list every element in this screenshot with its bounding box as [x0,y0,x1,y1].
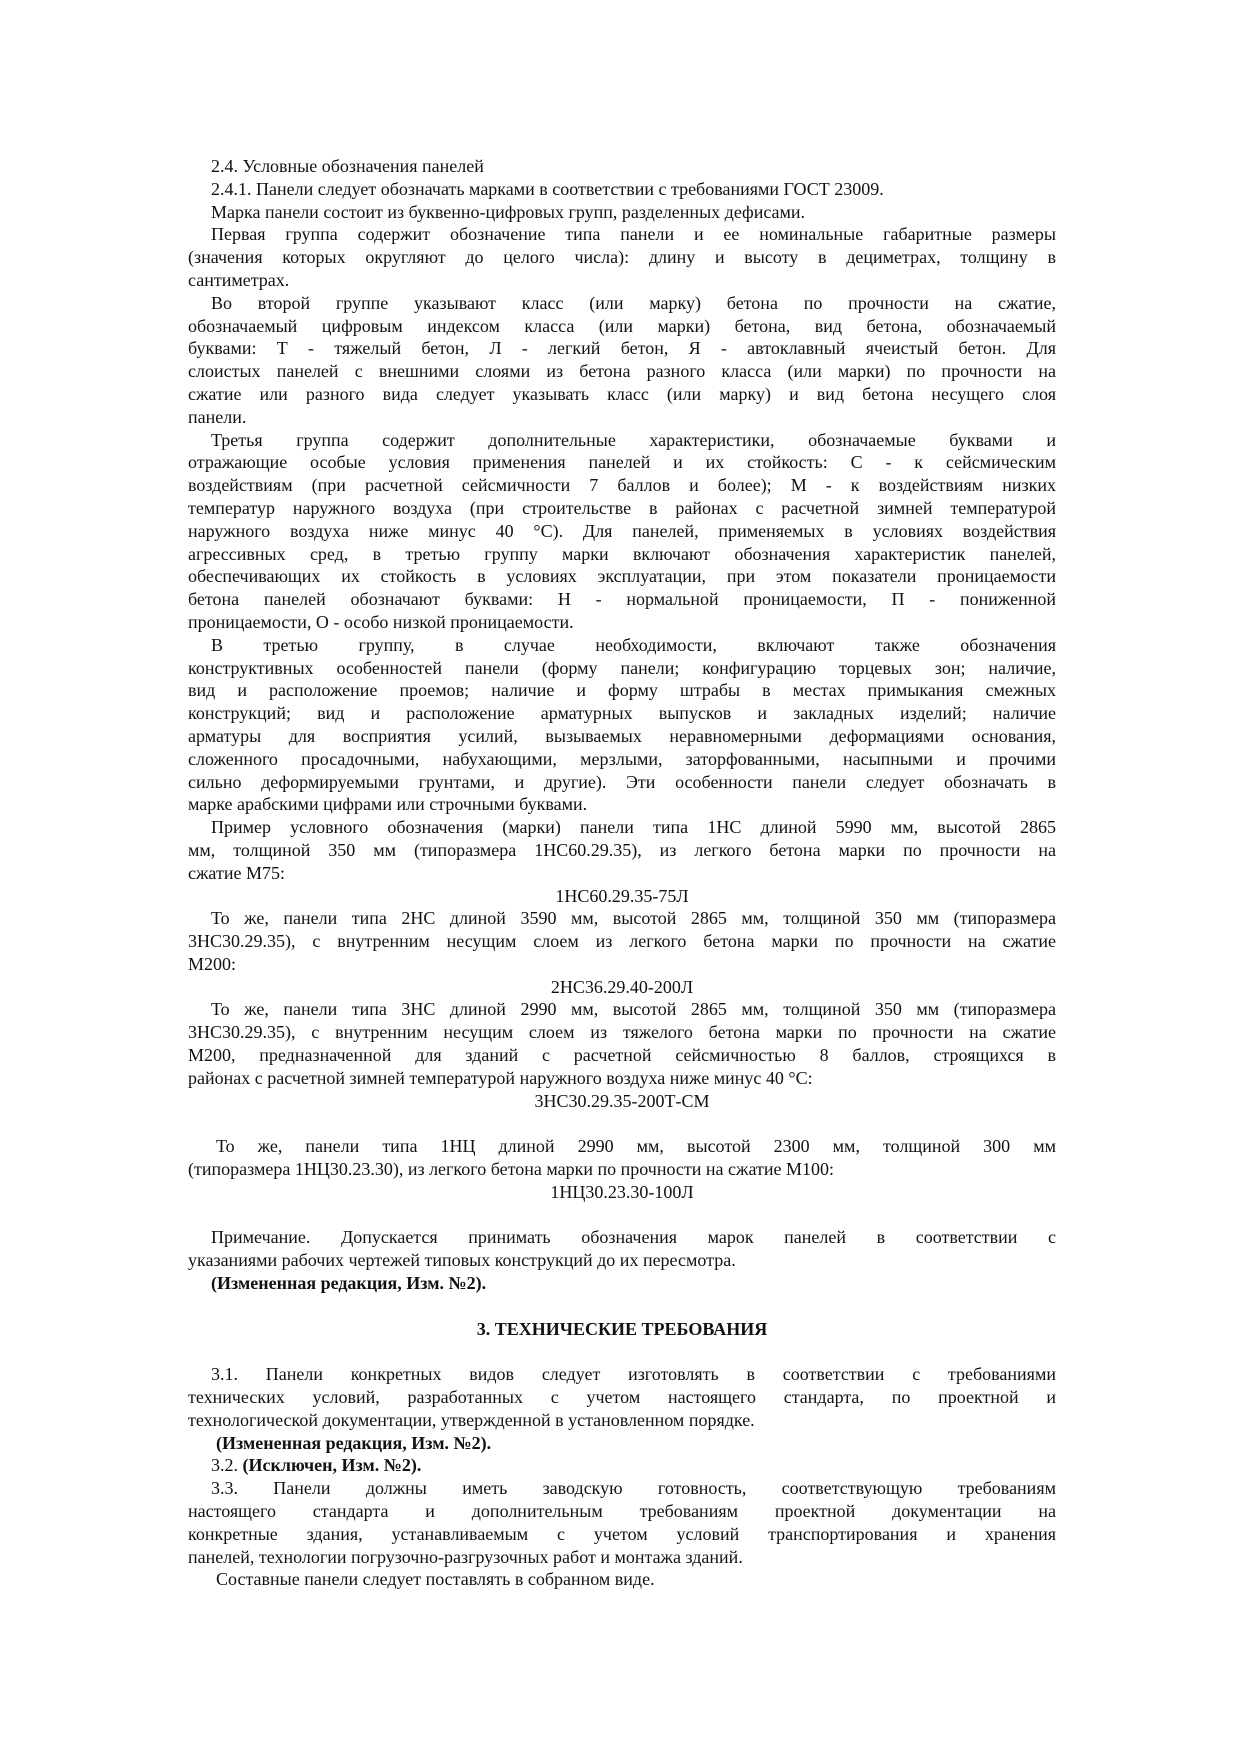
paragraph-line: 3НС30.29.35), с внутренним несущим слоем из легкого бетона марки по прочности на сжатие [188,931,1056,952]
paragraph-line: 3.3. Панели должны иметь заводскую готовность, соответствующую требованиям [211,1478,1056,1499]
paragraph-line: Составные панели следует поставлять в собранном виде. [216,1569,655,1590]
section-heading: 3. ТЕХНИЧЕСКИЕ ТРЕБОВАНИЯ [476,1318,768,1339]
paragraph-line: Первая группа содержит обозначение типа панели и ее номинальные габаритные размеры [211,224,1056,245]
blank-line [188,1295,1056,1318]
paragraph-line: указаниями рабочих чертежей типовых конструкций до их пересмотра. [188,1250,736,1271]
paragraph-line: марке арабскими цифрами или строчными буквами. [188,794,588,815]
amendment-note: (Измененная редакция, Изм. №2). [216,1432,492,1453]
amendment-note: (Измененная редакция, Изм. №2). [211,1273,487,1294]
amendment-note: (Исключен, Изм. №2). [242,1455,422,1476]
paragraph-line: М200, предназначенной для зданий с расчетной сейсмичностью 8 баллов, строящихся в [188,1045,1056,1066]
paragraph-line: буквами: Т - тяжелый бетон, Л - легкий бетон, Я - автоклавный ячеистый бетон. Для [188,338,1056,359]
paragraph-line: панелей, технологии погрузочно-разгрузочных работ и монтажа зданий. [188,1546,743,1567]
paragraph-line: воздействиям (при расчетной сейсмичности 7 баллов и более); М - к воздействиям низких [188,475,1056,496]
blank-line [188,1204,1056,1227]
paragraph-line: конструкций; вид и расположение арматурных выпусков и закладных изделий; наличие [188,703,1056,724]
paragraph-line: 3НС30.29.35), с внутренним несущим слоем из тяжелого бетона марки по прочности на сжатие [188,1022,1056,1043]
paragraph-line: Марка панели состоит из буквенно-цифровых групп, разделенных дефисами. [211,201,806,222]
paragraph-line: В третью группу, в случае необходимости, включают также обозначения [211,634,1056,655]
paragraph-line: настоящего стандарта и дополнительным требованиям проектной документации на [188,1501,1056,1522]
paragraph-line: М200: [188,953,237,974]
paragraph-line: районах с расчетной зимней температурой наружного воздуха ниже минус 40 °С: [188,1067,813,1088]
paragraph-line: Пример условного обозначения (марки) панели типа 1НС длиной 5990 мм, высотой 2865 [211,817,1056,838]
paragraph-line: сжатие или разного вида следует указывать класс (или марку) и вид бетона несущего слоя [188,383,1056,404]
paragraph-line: технологической документации, утвержденной в установленном порядке. [188,1409,755,1430]
paragraph-line: сантиметрах. [188,269,290,290]
panel-mark-example: 3НС30.29.35-200Т-СМ [534,1090,710,1111]
paragraph-line: Примечание. Допускается принимать обозначения марок панелей в соответствии с [211,1227,1056,1248]
panel-mark-example: 1НС60.29.35-75Л [555,885,689,906]
panel-mark-example: 2НС36.29.40-200Л [550,976,694,997]
paragraph-line [188,1454,1056,1477]
paragraph-line: температур наружного воздуха (при строительстве в районах с расчетной зимней температурой [188,497,1056,518]
paragraph-line: наружного воздуха ниже минус 40 °С). Для панелей, применяемых в условиях воздействия [188,520,1056,541]
paragraph-line: сильно деформируемыми грунтами, и другие). Эти особенности панели следует обозначать в [188,771,1056,792]
paragraph-line: 2.4.1. Панели следует обозначать марками в соответствии с требованиями ГОСТ 23009. [211,178,884,199]
clause-number: 3.2. [211,1455,243,1476]
paragraph-line: технических условий, разработанных с учетом настоящего стандарта, по проектной и [188,1387,1056,1408]
paragraph-line: отражающие особые условия применения панелей и их стойкость: С - к сейсмическим [188,452,1056,473]
paragraph-line: мм, толщиной 350 мм (типоразмера 1НС60.29.35), из легкого бетона марки по прочности на [188,839,1056,860]
paragraph-line: обеспечивающих их стойкость в условиях эксплуатации, при этом показатели проницаемости [188,566,1056,587]
paragraph-line: сложенного просадочными, набухающими, мерзлыми, заторфованными, насыпными и прочими [188,748,1056,769]
paragraph-line: То же, панели типа 3НС длиной 2990 мм, высотой 2865 мм, толщиной 350 мм (типоразмера [211,999,1056,1020]
paragraph-line: конкретные здания, устанавливаемым с учетом условий транспортирования и хранения [188,1523,1056,1544]
paragraph-line: Третья группа содержит дополнительные характеристики, обозначаемые буквами и [211,429,1056,450]
paragraph-line: панели. [188,406,247,427]
paragraph-line: вид и расположение проемов; наличие и форму штрабы в местах примыкания смежных [188,680,1056,701]
paragraph-line: бетона панелей обозначают буквами: Н - нормальной проницаемости, П - пониженной [188,589,1056,610]
paragraph-line: Во второй группе указывают класс (или марку) бетона по прочности на сжатие, [211,292,1056,313]
paragraph-line: арматуры для восприятия усилий, вызываемых неравномерными деформациями основания, [188,725,1056,746]
document-page [188,155,1056,1591]
paragraph-line: (значения которых округляют до целого числа): длину и высоту в дециметрах, толщину в [188,247,1056,268]
paragraph-line: слоистых панелей с внешними слоями из бетона разного класса (или марки) по прочности на [188,361,1056,382]
paragraph-line: 2.4. Условные обозначения панелей [211,156,484,176]
paragraph-line: То же, панели типа 2НС длиной 3590 мм, высотой 2865 мм, толщиной 350 мм (типоразмера [211,908,1056,929]
paragraph-line: 3.1. Панели конкретных видов следует изготовлять в соответствии с требованиями [211,1364,1056,1385]
paragraph-line: сжатие М75: [188,862,285,883]
panel-mark-example: 1НЦ30.23.30-100Л [550,1181,694,1202]
paragraph-line: агрессивных сред, в третью группу марки включают обозначения характеристик панелей, [188,543,1056,564]
blank-line [188,1340,1056,1363]
paragraph-line: обозначаемый цифровым индексом класса (или марки) бетона, вид бетона, обозначаемый [188,315,1056,336]
paragraph-line: проницаемости, О - особо низкой проницаемости. [188,611,574,632]
paragraph-line: конструктивных особенностей панели (форму панели; конфигурацию торцевых зон; наличие, [188,657,1056,678]
paragraph-line: (типоразмера 1НЦ30.23.30), из легкого бетона марки по прочности на сжатие М100: [188,1159,834,1180]
paragraph-line: То же, панели типа 1НЦ длиной 2990 мм, высотой 2300 мм, толщиной 300 мм [216,1136,1056,1157]
blank-line [188,1112,1056,1135]
